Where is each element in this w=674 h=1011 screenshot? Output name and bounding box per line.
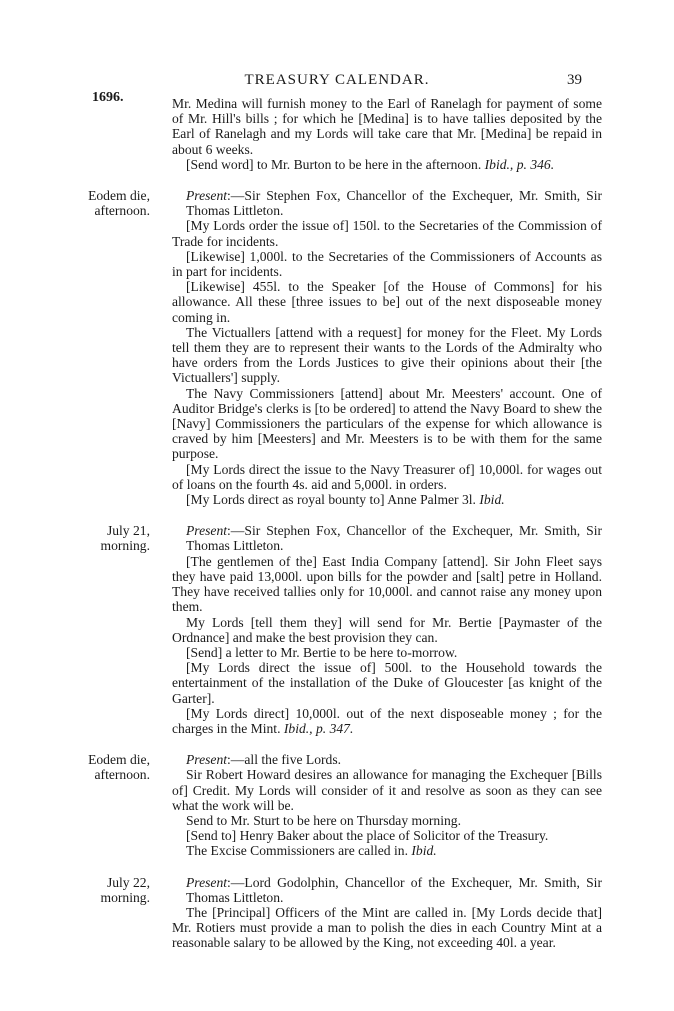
paragraph-text: The Excise Commissioners are called in. [186, 843, 408, 859]
entry-paragraph [172, 615, 602, 645]
entry-date-line: morning. [100, 538, 150, 554]
source-reference: Ibid., p. 346. [484, 156, 555, 172]
entry-paragraph [172, 645, 602, 660]
entry-date [80, 752, 150, 782]
present-label: Present [186, 874, 228, 890]
calendar-entry [92, 875, 602, 951]
paragraph-text: [My Lords direct the issue of] 500l. to the Household towards the entertainment of the installation of the Duke of Gloucester [as knight of the Garter]. [172, 660, 602, 706]
entry-body [172, 96, 602, 172]
paragraph-text: [Likewise] 455l. to the Speaker [of the House of Commons] for his allowance. All these [three issues to be] out of the next disposeable money coming in. [172, 279, 602, 325]
paragraph-text: :—Sir Stephen Fox, Chancellor of the Exchequer, Mr. Smith, Sir Thomas Littleton. [186, 188, 602, 219]
present-label: Present [186, 188, 228, 204]
paragraph-text: [My Lords direct] 10,000l. out of the next disposeable money ; for the charges in the Mint. [172, 705, 602, 736]
entry-date [80, 875, 150, 905]
source-reference: Ibid. [479, 492, 505, 508]
entry-date-line: morning. [100, 889, 150, 905]
paragraph-text: [The gentlemen of the] East India Company [attend]. Sir John Fleet says they have paid 13,000l. upon bills for the powder and [salt] petre in Holland. They have received tallies only for 10,000l. and cannot raise any money upon them. [172, 553, 602, 615]
entry-paragraph [172, 279, 602, 325]
calendar-entry [92, 96, 602, 172]
entry-date-line: Eodem die, [88, 752, 150, 768]
entry-date-line: July 21, [106, 523, 150, 539]
entry-paragraph [172, 325, 602, 386]
paragraph-text: [Send word] to Mr. Burton to be here in the afternoon. [186, 156, 482, 172]
paragraph-text: :—Sir Stephen Fox, Chancellor of the Exchequer, Mr. Smith, Sir Thomas Littleton. [186, 523, 602, 554]
entry-paragraph [172, 828, 602, 843]
entry-date-line: afternoon. [94, 767, 150, 783]
entry-date [80, 188, 150, 218]
entry-paragraph [172, 905, 602, 951]
entry-paragraph [172, 843, 602, 858]
entry-date-line: afternoon. [94, 203, 150, 219]
paragraph-text: Mr. Medina will furnish money to the Earl of Ranelagh for payment of some of Mr. Hill's bills ; for which he [Medina] is to have tallies deposited by the Earl of Ranelagh and my Lords will take care that Mr. [Medina] be repaid in about 6 weeks. [172, 96, 602, 157]
entry-paragraph [172, 492, 602, 507]
entry-body [172, 188, 602, 507]
present-line [172, 752, 602, 767]
paragraph-text: :—all the five Lords. [227, 752, 342, 768]
entry-paragraph [172, 706, 602, 736]
paragraph-text: [Send] a letter to Mr. Bertie to be here to-morrow. [186, 644, 458, 660]
page-header [0, 60, 674, 105]
present-line [172, 523, 602, 553]
header-year: 1696. [92, 90, 124, 105]
present-line [172, 875, 602, 905]
source-reference: Ibid. [411, 843, 437, 859]
entry-date-line: July 22, [106, 874, 150, 890]
page-number: 39 [567, 72, 582, 88]
paragraph-text: :—Lord Godolphin, Chancellor of the Exchequer, Mr. Smith, Sir Thomas Littleton. [186, 874, 602, 905]
entry-paragraph [172, 249, 602, 279]
entry-paragraph [172, 462, 602, 492]
entry-paragraph [172, 554, 602, 615]
paragraph-text: The [Principal] Officers of the Mint are called in. [My Lords decide that] Mr. Rotiers must provide a man to polish the dies in each Country Mint at a reasonable salary to be allowed by the King, not exceeding 40l. a year. [172, 904, 602, 951]
entry-paragraph [172, 660, 602, 706]
running-title: TREASURY CALENDAR. [244, 72, 430, 88]
paragraph-text: [My Lords direct the issue to the Navy Treasurer of] 10,000l. for wages out of loans on the fourth 4s. aid and 5,000l. in orders. [172, 461, 602, 492]
present-label: Present [186, 523, 228, 539]
entry-paragraph [172, 813, 602, 828]
paragraph-text: The Victuallers [attend with a request] for money for the Fleet. My Lords tell them they are to represent their wants to the Lords of the Admiralty who have orders from the Lords Justices to give their opinions about their [the Victuallers'] supply. [172, 324, 602, 386]
entry-paragraph [172, 96, 602, 157]
paragraph-text: Sir Robert Howard desires an allowance for managing the Exchequer [Bills of] Credit. My Lords will consider of it and resolve as soon as they can see what the work will be. [172, 767, 602, 813]
entry-date-line: Eodem die, [88, 188, 150, 204]
entry-body [172, 523, 602, 736]
entry-paragraph [172, 767, 602, 813]
paragraph-text: Send to Mr. Sturt to be here on Thursday morning. [186, 812, 461, 828]
source-reference: Ibid., p. 347. [283, 720, 354, 736]
present-line [172, 188, 602, 218]
entry-paragraph [172, 218, 602, 248]
paragraph-text: The Navy Commissioners [attend] about Mr. Meesters' account. One of Auditor Bridge's clerks is [to be ordered] to attend the Navy Board to shew the [Navy] Commissioners the particulars of the expense for which allowance is craved by him [Meesters] and Mr. Meesters is to be with them for the same purpose. [172, 385, 602, 462]
paragraph-text: [My Lords order the issue of] 150l. to the Secretaries of the Commission of Trade for incidents. [172, 218, 602, 249]
entry-paragraph [172, 157, 602, 172]
calendar-entry [88, 188, 602, 508]
paragraph-text: [My Lords direct as royal bounty to] Anne Palmer 3l. [186, 492, 476, 508]
paragraph-text: My Lords [tell them they] will send for Mr. Bertie [Paymaster of the Ordnance] and make the best provision they can. [172, 614, 602, 645]
calendar-entry [92, 523, 602, 736]
entry-paragraph [172, 386, 602, 462]
paragraph-text: [Send to] Henry Baker about the place of Solicitor of the Treasury. [186, 828, 549, 844]
entry-date [80, 523, 150, 553]
entry-body [172, 752, 602, 858]
paragraph-text: [Likewise] 1,000l. to the Secretaries of the Commissioners of Accounts as in part for incidents. [172, 248, 602, 280]
present-label: Present [186, 752, 228, 768]
calendar-text [88, 96, 602, 967]
entry-body [172, 875, 602, 951]
calendar-entry [88, 752, 602, 859]
